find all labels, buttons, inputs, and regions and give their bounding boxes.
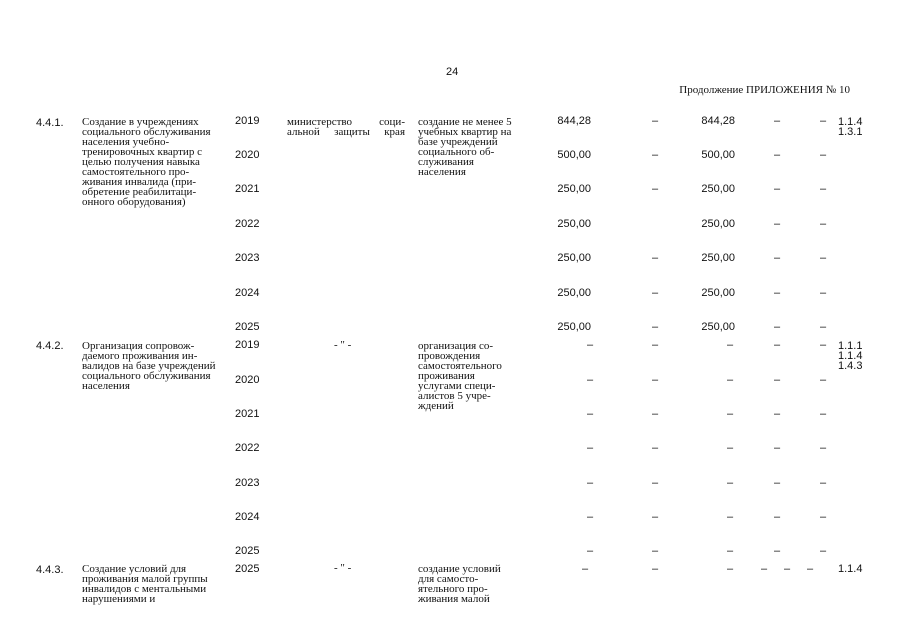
extra-cell: – (819, 374, 827, 386)
total-cell: – (586, 442, 594, 454)
page-number: 24 (446, 66, 459, 78)
extra-cell: – (819, 287, 827, 299)
extra-cell: – (819, 339, 827, 351)
total-cell: – (586, 374, 594, 386)
extra-cell: – (819, 149, 827, 161)
regional-cell: – (726, 563, 734, 575)
federal-cell: – (651, 287, 659, 299)
local-cell: – (773, 442, 781, 454)
local-cell: – (773, 183, 781, 195)
extra-cell-2: – (783, 563, 791, 575)
regional-cell: – (726, 511, 734, 523)
row-name: Создание условий для проживания малой группы инвалидов с ментальными нарушениями и (82, 563, 208, 605)
federal-cell: – (651, 321, 659, 333)
total-cell: – (586, 545, 594, 557)
local-cell: – (760, 563, 768, 575)
local-cell: – (773, 321, 781, 333)
year-cell: 2024 (235, 511, 260, 523)
row-code: 4.4.1. (36, 117, 64, 129)
year-cell: 2024 (235, 287, 260, 299)
federal-cell: – (651, 477, 659, 489)
regional-cell: 250,00 (701, 183, 735, 195)
total-cell: – (581, 563, 589, 575)
federal-cell: – (651, 511, 659, 523)
regional-cell: – (726, 374, 734, 386)
row-responsible: - " - (334, 562, 352, 574)
local-cell: – (773, 287, 781, 299)
year-cell: 2023 (235, 477, 260, 489)
row-responsible: - " - (334, 339, 352, 351)
extra-cell: – (819, 511, 827, 523)
federal-cell: – (651, 149, 659, 161)
regional-cell: 250,00 (701, 252, 735, 264)
regional-cell: 500,00 (701, 149, 735, 161)
year-cell: 2025 (235, 545, 260, 557)
extra-cell: – (819, 252, 827, 264)
total-cell: 250,00 (557, 183, 591, 195)
local-cell: – (773, 115, 781, 127)
regional-cell: 844,28 (701, 115, 735, 127)
ref-item: 1.3.1 (838, 126, 863, 138)
total-cell: – (586, 408, 594, 420)
total-cell: 844,28 (557, 115, 591, 127)
row-code: 4.4.2. (36, 340, 64, 352)
extra-cell: – (819, 408, 827, 420)
year-cell: 2022 (235, 442, 260, 454)
regional-cell: – (726, 477, 734, 489)
federal-cell: – (651, 563, 659, 575)
row-code: 4.4.3. (36, 564, 64, 576)
year-cell: 2020 (235, 374, 260, 386)
ref-item: 1.1.4 (838, 563, 863, 575)
extra-cell: – (819, 183, 827, 195)
federal-cell: – (651, 545, 659, 557)
total-cell: 500,00 (557, 149, 591, 161)
extra-cell: – (819, 321, 827, 333)
federal-cell: – (651, 442, 659, 454)
year-cell: 2022 (235, 218, 260, 230)
ref-item: 1.1.4 (838, 350, 863, 362)
regional-cell: 250,00 (701, 218, 735, 230)
ref-item: 1.4.3 (838, 360, 863, 372)
row-result: создание не менее 5 учебных квартир на базе учреждений социального обслуживания населения (418, 116, 512, 178)
total-cell: – (586, 511, 594, 523)
appendix-heading: Продолжение ПРИЛОЖЕНИЯ № 10 (679, 84, 850, 96)
row-name: Организация сопровождаемого проживания инвалидов на базе учреждений социального обслуживания населения (82, 340, 216, 392)
federal-cell: – (651, 339, 659, 351)
extra-cell: – (819, 545, 827, 557)
federal-cell: – (651, 374, 659, 386)
total-cell: – (586, 477, 594, 489)
local-cell: – (773, 252, 781, 264)
row-responsible: министерство социальной защиты края (287, 116, 405, 138)
local-cell: – (773, 218, 781, 230)
year-cell: 2019 (235, 339, 260, 351)
local-cell: – (773, 374, 781, 386)
local-cell: – (773, 477, 781, 489)
extra-cell: – (819, 477, 827, 489)
regional-cell: – (726, 339, 734, 351)
regional-cell: – (726, 545, 734, 557)
local-cell: – (773, 511, 781, 523)
total-cell: – (586, 339, 594, 351)
row-result: создание условий для самостоятельного проживания малой (418, 563, 501, 605)
total-cell: 250,00 (557, 218, 591, 230)
regional-cell: – (726, 442, 734, 454)
regional-cell: 250,00 (701, 287, 735, 299)
row-refs (838, 564, 862, 574)
extra-cell: – (806, 563, 814, 575)
local-cell: – (773, 545, 781, 557)
local-cell: – (773, 149, 781, 161)
regional-cell: 250,00 (701, 321, 735, 333)
ref-item: 1.1.1 (838, 340, 863, 352)
federal-cell: – (651, 252, 659, 264)
row-refs (838, 117, 862, 137)
extra-cell: – (819, 115, 827, 127)
local-cell: – (773, 339, 781, 351)
year-cell: 2019 (235, 115, 260, 127)
federal-cell: – (651, 183, 659, 195)
regional-cell: – (726, 408, 734, 420)
row-result: организация сопровождения самостоятельного проживания услугами специалистов 5 учреждений (418, 340, 502, 412)
total-cell: 250,00 (557, 287, 591, 299)
row-refs (838, 341, 862, 371)
ref-item: 1.1.4 (838, 116, 863, 128)
local-cell: – (773, 408, 781, 420)
year-cell: 2025 (235, 563, 260, 575)
federal-cell: – (651, 408, 659, 420)
total-cell: 250,00 (557, 252, 591, 264)
extra-cell: – (819, 218, 827, 230)
year-cell: 2021 (235, 183, 260, 195)
year-cell: 2025 (235, 321, 260, 333)
year-cell: 2020 (235, 149, 260, 161)
extra-cell: – (819, 442, 827, 454)
row-name: Создание в учреждениях социального обслуживания населения учебно-тренировочных квартир с целью получения навыка самостоятельного проживания инвалида (приобретение реабилитационного оборудования) (82, 116, 211, 208)
total-cell: 250,00 (557, 321, 591, 333)
federal-cell: – (651, 115, 659, 127)
year-cell: 2023 (235, 252, 260, 264)
year-cell: 2021 (235, 408, 260, 420)
